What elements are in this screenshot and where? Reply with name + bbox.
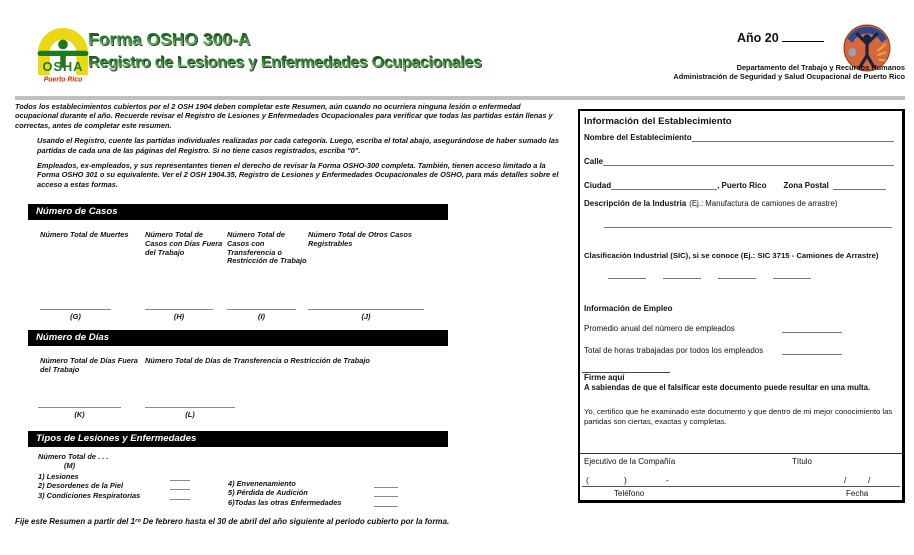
tipos-item-3-blank xyxy=(170,492,190,500)
tipos-item-5-blank xyxy=(374,489,398,497)
svg-text:Puerto Rico: Puerto Rico xyxy=(43,76,83,84)
calle-field-line xyxy=(603,157,894,166)
dias-column-l-label: Número Total de Días de Transferencia o Restricción de Trabajo xyxy=(145,356,370,365)
horas-row xyxy=(584,346,894,355)
department-line1: Departamento del Trabajo y Recursos Humanos xyxy=(736,63,905,72)
casos-field-line-g xyxy=(40,308,111,310)
tipos-items-right xyxy=(228,478,398,507)
casos-column-j xyxy=(308,231,448,321)
nombre-row xyxy=(584,133,894,142)
horas-label: Total de horas trabajadas por todos los empleados xyxy=(584,346,764,355)
list-item xyxy=(228,478,398,488)
tipos-item-6-label: 6)Todas las otras Enfermedades xyxy=(228,497,342,507)
casos-column-j-label: Número Total de Otros Casos Registrables xyxy=(308,230,413,248)
ejecutivo-label: Ejecutivo de la Compañía xyxy=(584,457,676,466)
tipos-item-4-blank xyxy=(374,480,398,488)
phone-open-paren: ( xyxy=(586,475,589,485)
tipos-item-3-label: 3) Condiciones Respiratorias xyxy=(38,490,141,500)
ciudad-label: Ciudad xyxy=(584,181,612,190)
ciudad-field-line xyxy=(611,181,717,190)
dias-field-line-k xyxy=(38,406,121,408)
osha-pr-logo-icon xyxy=(30,20,96,90)
casos-letter-j: (J) xyxy=(361,312,371,321)
titulo-label: Título xyxy=(792,457,813,466)
ciudad-row xyxy=(584,181,894,190)
tipos-item-2-blank xyxy=(170,482,190,490)
list-item xyxy=(228,488,398,498)
telefono-label: Teléfono xyxy=(614,489,645,498)
casos-letter-i: (I) xyxy=(258,312,265,321)
department-lines xyxy=(673,63,905,81)
casos-column-i-label: Número Total de Casos con Transferencia o Restricción de Trabajo xyxy=(227,230,307,266)
tipos-letter-m: (M) xyxy=(64,461,76,470)
fecha-slash-2: / xyxy=(868,475,871,485)
casos-letter-g: (G) xyxy=(70,312,81,321)
casos-field-line-h xyxy=(145,308,213,310)
zona-postal-label: Zona Postal xyxy=(783,181,829,190)
intro-paragraph-1: Todos los establecimientos cubiertos por el 2 OSH 1904 deben completar este Resumen, aún cuando no ocurriera ninguna lesión o enfermedad ocupacional durante el año. Recuerde revisar el Registro de Lesiones y Enfermedades Ocupacionales para verificar que todas las partidas están llenas y correctas, antes de completar este resumen. xyxy=(15,102,553,130)
form-title-line1: Forma OSHO 300-A xyxy=(88,29,481,50)
tipos-subtitle: Número Total de . . . xyxy=(38,452,109,461)
section-numero-de-casos xyxy=(28,204,448,321)
sic-field-line-4 xyxy=(773,273,811,279)
signature-rule xyxy=(580,453,902,454)
section-header-casos: Número de Casos xyxy=(28,204,448,220)
puerto-rico-label: , Puerto Rico xyxy=(717,181,767,190)
tipos-item-5-label: 5) Pérdida de Audición xyxy=(228,488,308,498)
intro-paragraph-3: Empleados, ex-empleados, y sus representantes tienen el derecho de revisar la Forma OSHO-300 completa. También, tienen acceso limitado a la Forma OSHO 301 o su equivalente. Ver el 2 OSH 1904.35, Registro de Lesiones y Enfermedades Ocupacionales de OSHO, para más detalles sobre el acceso a estas formas. xyxy=(37,161,559,189)
descripcion-field-line xyxy=(604,221,892,228)
advertencia-text: A sabiendas de que el falsificar este documento puede resultar en una multa. xyxy=(584,383,871,392)
nombre-field-line xyxy=(692,133,894,142)
empleo-title: Información de Empleo xyxy=(584,304,673,313)
posting-instruction: Fije este Resumen a partir del 1ʳᵒ De febrero hasta el 30 de abril del año siguiente al periodo cubierto por la forma. xyxy=(15,517,450,526)
department-line2: Administración de Seguridad y Salud Ocupacional de Puerto Rico xyxy=(673,72,905,82)
section-header-dias: Número de Días xyxy=(28,330,448,346)
dias-letter-l: (L) xyxy=(185,410,195,419)
telefono-fecha-rule xyxy=(582,486,900,487)
casos-field-line-j xyxy=(308,308,424,310)
tipos-item-4-label: 4) Envenenamiento xyxy=(228,478,296,488)
descripcion-hint: (Ej.: Manufactura de camiones de arrastre) xyxy=(689,199,838,208)
fecha-label: Fecha xyxy=(846,489,869,498)
list-item xyxy=(38,490,190,500)
promedio-label: Promedio anual del número de empleados xyxy=(584,324,735,333)
section-tipos-lesiones xyxy=(28,431,448,530)
casos-column-h xyxy=(145,231,227,321)
tipos-item-1-blank xyxy=(170,473,190,481)
sic-field-line-1 xyxy=(608,273,646,279)
casos-column-i xyxy=(227,231,308,321)
year-blank-line xyxy=(782,31,824,42)
tipos-item-2-label: 2) Desordenes de la Piel xyxy=(38,481,124,491)
certificacion-text: Yo, certifico que he examinado este documento y que dentro de mi mejor conocimiento las partidas son ciertas, exactas y completas. xyxy=(584,407,893,426)
sic-field-line-2 xyxy=(663,273,701,279)
zona-postal-field-line xyxy=(833,181,886,190)
nombre-label: Nombre del Establecimiento xyxy=(584,133,692,142)
dias-field-line-l xyxy=(145,406,235,408)
form-title-line2: Registro de Lesiones y Enfermedades Ocupacionales xyxy=(88,54,482,71)
establecimiento-panel xyxy=(578,109,905,503)
casos-column-g xyxy=(40,231,145,321)
casos-column-h-label: Número Total de Casos con Días Fuera del Trabajo xyxy=(145,230,223,257)
list-item xyxy=(38,481,190,491)
sic-field-lines xyxy=(608,273,811,279)
form-title xyxy=(88,29,481,72)
firme-label: Firme aquí xyxy=(584,373,625,382)
fecha-slash-1: / xyxy=(844,475,847,485)
svg-text:OSHA: OSHA xyxy=(42,58,84,74)
telefono-fecha-row xyxy=(580,475,902,486)
dias-column-k-label: Número Total de Días Fuera del Trabajo xyxy=(40,356,138,374)
descripcion-row xyxy=(584,199,894,208)
casos-letter-h: (H) xyxy=(173,312,185,321)
phone-dash: - xyxy=(666,475,669,485)
list-item xyxy=(38,471,190,481)
casos-column-g-label: Número Total de Muertes xyxy=(40,230,129,239)
casos-field-line-i xyxy=(227,308,296,310)
tipos-items-left xyxy=(38,471,190,500)
dias-column-k xyxy=(40,357,145,419)
descripcion-label: Descripción de la Industria xyxy=(584,199,687,208)
dias-column-l xyxy=(145,357,448,419)
tipos-item-6-blank xyxy=(374,499,398,507)
phone-close-paren: ) xyxy=(624,475,627,485)
sic-label: Clasificación Industrial (SIC), si se conoce (Ej.: SIC 3715 - Camiones de Arrastre) xyxy=(584,251,879,260)
dias-letter-k: (K) xyxy=(74,410,85,419)
list-item xyxy=(228,497,398,507)
intro-text xyxy=(15,102,564,195)
header-divider xyxy=(15,96,905,100)
year-field xyxy=(737,31,824,45)
calle-row xyxy=(584,157,894,166)
tipos-item-1-label: 1) Lesiones xyxy=(38,471,79,481)
promedio-row xyxy=(584,324,894,333)
section-numero-de-dias xyxy=(28,330,448,419)
horas-field-line xyxy=(782,346,842,355)
promedio-field-line xyxy=(782,324,842,333)
panel-title: Información del Establecimiento xyxy=(584,116,732,127)
sic-field-line-3 xyxy=(718,273,756,279)
intro-paragraph-2: Usando el Registro, cuente las partidas individuales realizadas por cada categoría. Luego, escriba el total abajo, asegurándose de haber sumado las partidas de cada una de las páginas del Registro. Si no tiene casos registrados, escriba "0". xyxy=(37,136,560,155)
section-header-tipos: Tipos de Lesiones y Enfermedades xyxy=(28,431,448,447)
calle-label: Calle xyxy=(584,157,604,166)
year-label: Año 20 xyxy=(737,31,779,45)
